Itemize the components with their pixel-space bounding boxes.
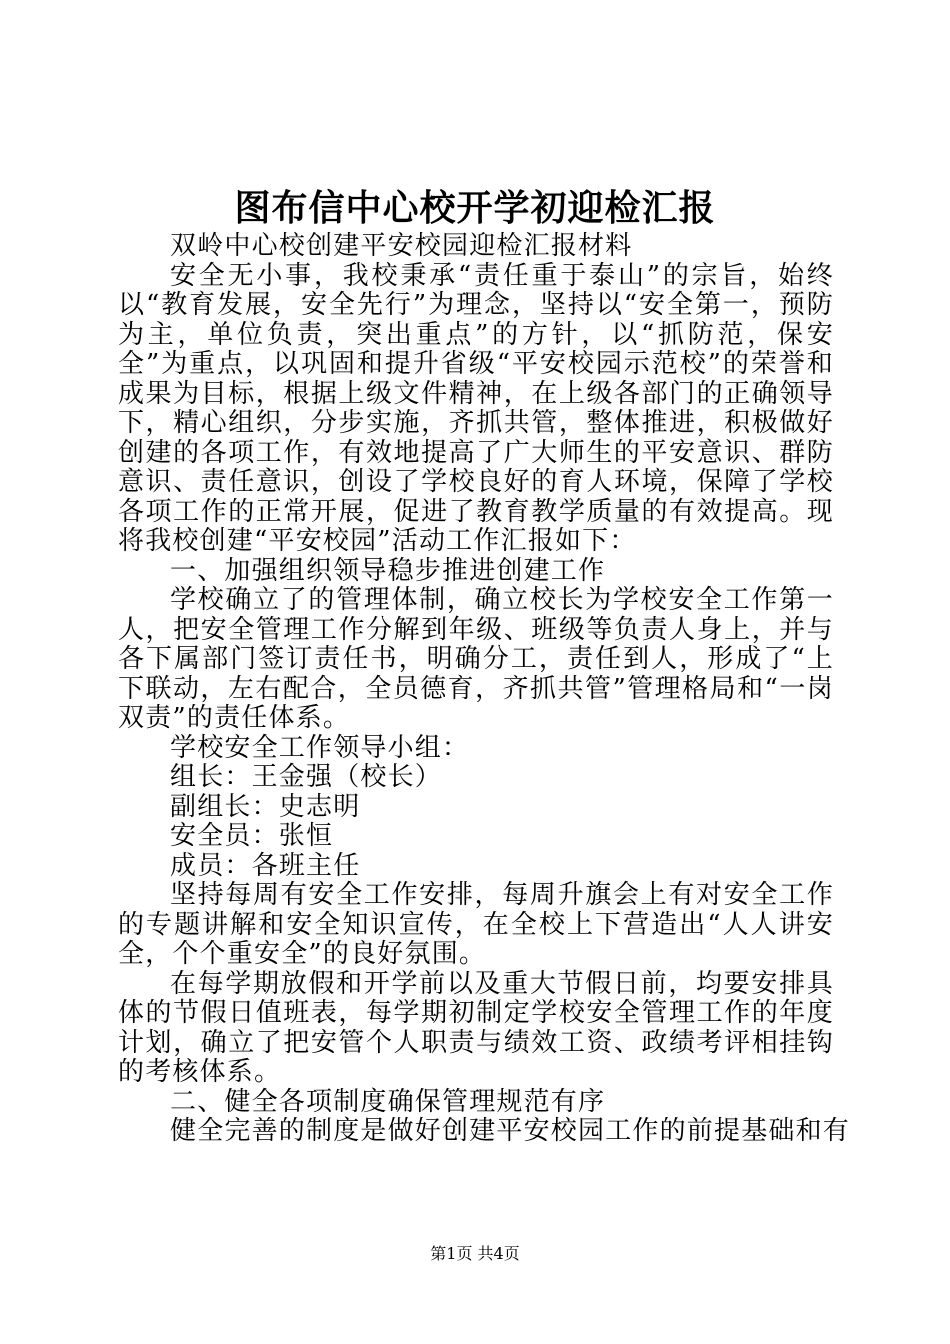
paragraph-weekly-arrangement: 坚持每周有安全工作安排，每周升旗会上有对安全工作的专题讲解和安全知识宣传，在全校上下营造出“人人讲安全，个个重安全”的良好氛围。	[118, 880, 834, 969]
paragraph-holiday-duty: 在每学期放假和开学前以及重大节假日前，均要安排具体的节假日值班表，每学期初制定学校安全管理工作的年度计划，确立了把安管个人职责与绩效工资、政绩考评相挂钩的考核体系。	[118, 968, 834, 1087]
section-heading-2: 二、健全各项制度确保管理规范有序	[170, 1086, 606, 1117]
paragraph-deputy-leader: 副组长：史志明	[170, 791, 361, 822]
document-body	[118, 231, 851, 1147]
paragraph-safety-officer: 安全员：张恒	[170, 821, 334, 851]
paragraph-leadership-group: 学校安全工作领导小组：	[170, 732, 470, 763]
paragraph-rules: 健全完善的制度是做好创建平安校园工作的前提基础和有	[170, 1116, 851, 1146]
paragraph-subtitle: 双岭中心校创建平安校园迎检汇报材料	[170, 231, 633, 261]
paragraph-management-system: 学校确立了的管理体制，确立校长为学校安全工作第一人，把安全管理工作分解到年级、班级等负责人身上，并与各下属部门签订责任书，明确分工，责任到人，形成了“上下联动，左右配合，全员德育，齐抓共管”管理格局和“一岗双责”的责任体系。	[118, 585, 834, 733]
section-heading-1: 一、加强组织领导稳步推进创建工作	[170, 555, 606, 586]
paragraph-intro: 安全无小事，我校秉承“责任重于泰山”的宗旨，始终以“教育发展，安全先行”为理念，坚持以“安全第一，预防为主，单位负责，突出重点”的方针，以“抓防范，保安全”为重点，以巩固和提升省级“平安校园示范校”的荣誉和成果为目标，根据上级文件精神，在上级各部门的正确领导下，精心组织，分步实施，齐抓共管，整体推进，积极做好创建的各项工作，有效地提高了广大师生的平安意识、群防意识、责任意识，创设了学校良好的育人环境，保障了学校各项工作的正常开展，促进了教育教学质量的有效提高。现将我校创建“平安校园”活动工作汇报如下：	[118, 260, 834, 556]
paragraph-group-leader: 组长：王金强（校长）	[170, 762, 443, 792]
document-title: 图布信中心校开学初迎检汇报	[234, 187, 716, 229]
page-footer: 第1页 共4页	[430, 1244, 520, 1263]
paragraph-members: 成员：各班主任	[170, 850, 361, 881]
